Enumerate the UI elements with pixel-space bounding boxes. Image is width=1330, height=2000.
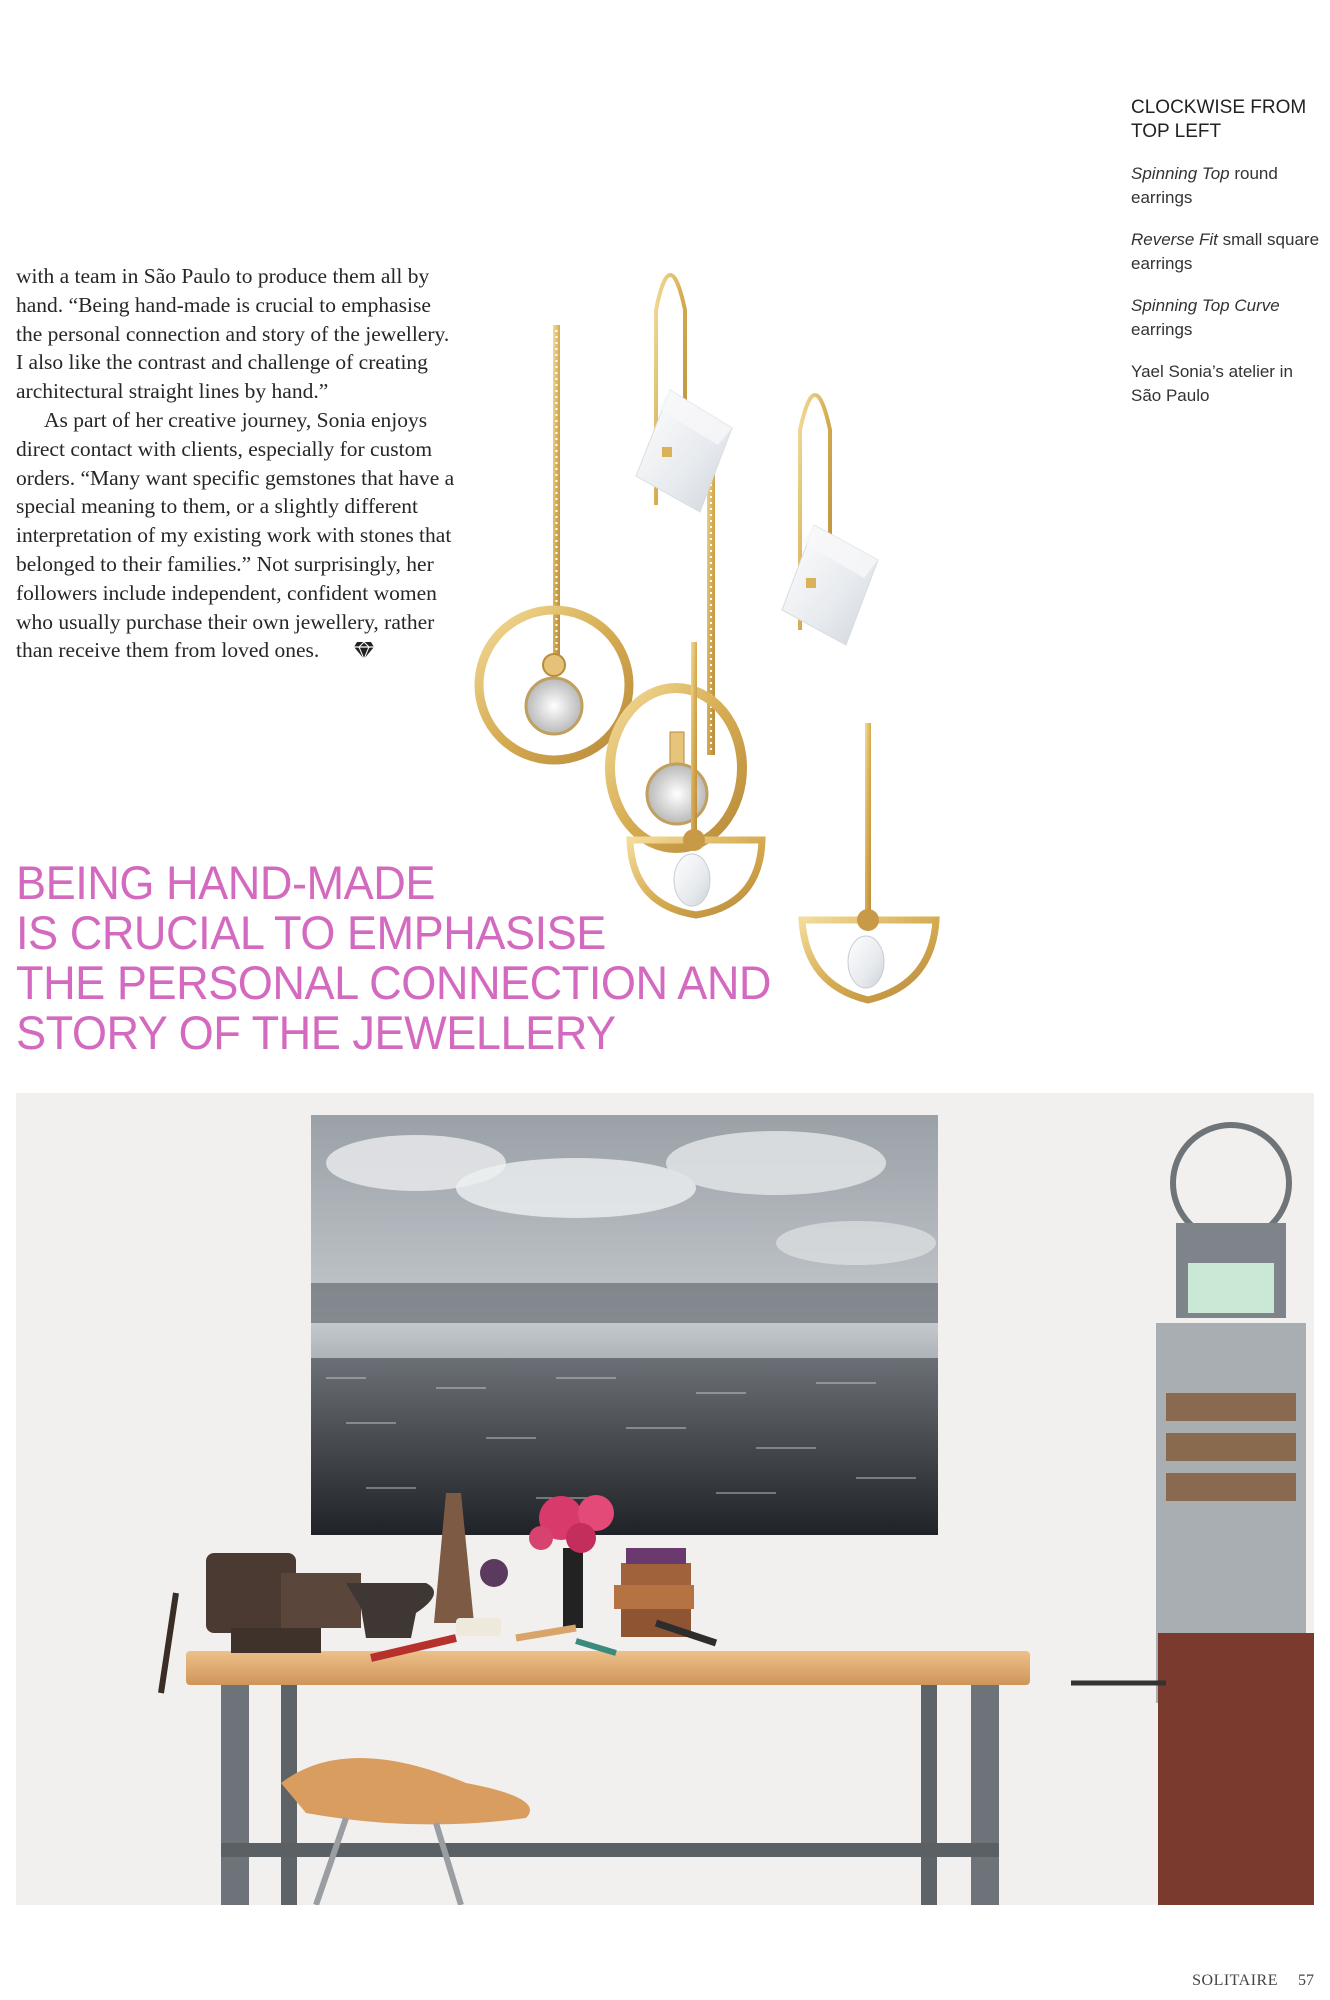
page-number: 57 [1298,1972,1314,1989]
spinning-top-curve-earring [802,723,936,1000]
wooden-blocks [614,1548,694,1637]
magazine-name: SOLITAIRE [1192,1972,1278,1989]
caption-item: Spinning Top round earrings [1131,164,1278,207]
pull-quote-line: BEING HAND-MADE [16,856,435,909]
pull-quote [16,858,784,1058]
article-body [16,262,456,668]
reverse-fit-square-earring [636,275,732,512]
spinning-top-round-earring [479,325,629,760]
atelier-photo [16,1093,1314,1905]
pull-quote-line: THE PERSONAL CONNECTION AND [16,956,772,1009]
diamond-end-mark-icon [325,638,375,668]
caption-heading: CLOCKWISE FROM TOP LEFT [1131,97,1307,142]
pull-quote-line: IS CRUCIAL TO EMPHASISE [16,906,606,959]
page-footer [1192,1972,1314,1990]
article-paragraph: As part of her creative journey, Sonia enjoys direct contact with clients, especially for custom orders. “Many want specific gemstones that have a special meaning to them, or a slightly different interpretation of my existing work with stones that belonged to their families.” Not surprisingly, her followers include independent, confident women who usually purchase their own jewellery, rather than receive them from loved ones. [16,406,456,668]
article-paragraph: with a team in São Paulo to produce them all by hand. “Being hand-made is crucial to emphasise the personal connection and story of the jewellery. I also like the contrast and challenge of creating architectural straight lines by hand.” [16,264,450,404]
reverse-fit-square-earring [782,395,878,645]
pull-quote-line: STORY OF THE JEWELLERY [16,1006,616,1059]
caption-item: Spinning Top Curve earrings [1131,296,1280,339]
caption-item: Yael Sonia’s atelier in São Paulo [1131,362,1293,405]
caption-item: Reverse Fit small square earrings [1131,230,1320,273]
seascape-painting [311,1115,938,1535]
